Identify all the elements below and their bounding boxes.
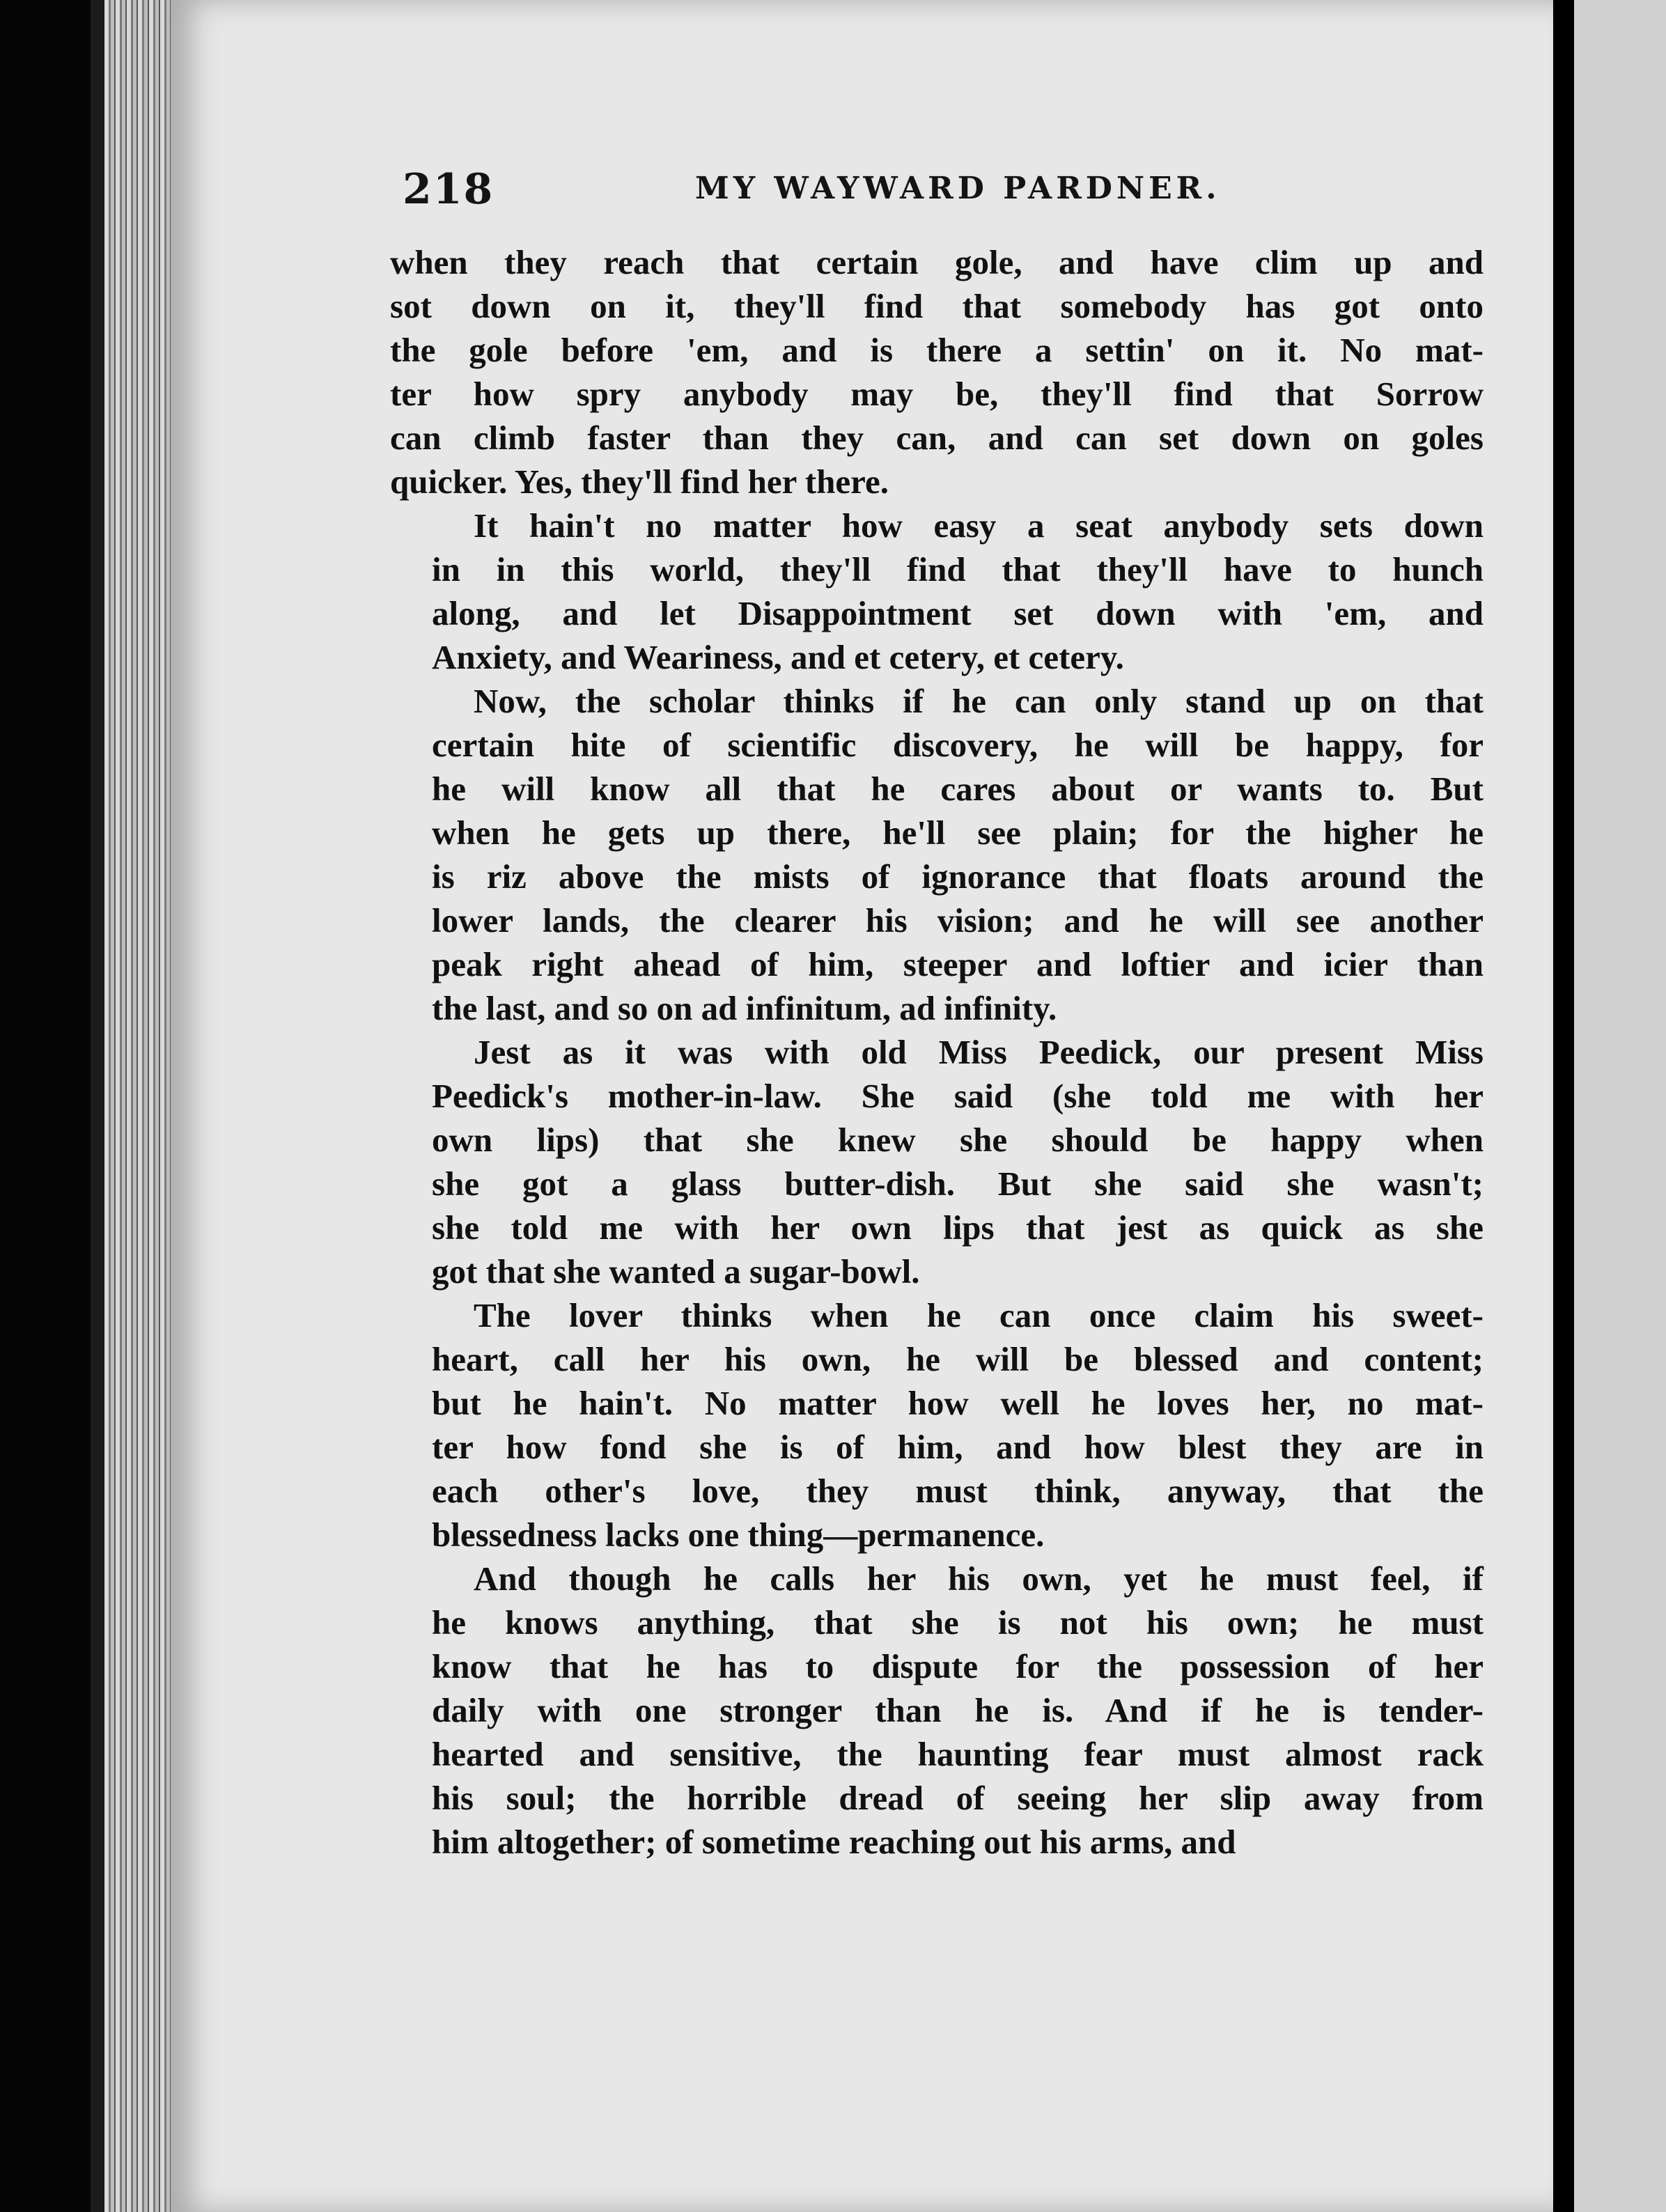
- paragraph: [390, 1293, 1484, 1557]
- text-line: And though he calls her his own, yet he must feel, if: [474, 1559, 1484, 1598]
- text-line: in in this world, they'll find that they'll have to hunch: [432, 550, 1484, 589]
- paragraph: [390, 504, 1484, 679]
- text-line: but he hain't. No matter how well he loves her, no mat-: [432, 1384, 1484, 1422]
- text-line: hearted and sensitive, the haunting fear must almost rack: [432, 1735, 1484, 1773]
- text-line: Now, the scholar thinks if he can only stand up on that: [474, 682, 1484, 720]
- text-line: Anxiety, and Weariness, and et cetery, et cetery.: [432, 638, 1124, 676]
- page-header: [403, 165, 1475, 221]
- text-line: she got a glass butter-dish. But she said she wasn't;: [432, 1165, 1484, 1203]
- text-line: along, and let Disappointment set down with 'em, and: [432, 594, 1484, 632]
- running-head: MY WAYWARD PARDNER.: [695, 171, 1221, 206]
- text-line: Peedick's mother-in-law. She said (she told me with her: [432, 1077, 1484, 1115]
- paragraph: [390, 1030, 1484, 1293]
- book-gutter-shadow: [91, 0, 104, 2212]
- text-line: The lover thinks when he can once claim his sweet-: [474, 1296, 1484, 1334]
- text-line: Jest as it was with old Miss Peedick, our present Miss: [474, 1033, 1484, 1071]
- text-line: she told me with her own lips that jest as quick as she: [432, 1208, 1484, 1247]
- paragraph: [390, 679, 1484, 1030]
- text-line: can climb faster than they can, and can set down on goles: [390, 419, 1484, 457]
- text-line: ter how fond she is of him, and how blest they are in: [432, 1428, 1484, 1466]
- page-divider: [1553, 0, 1574, 2212]
- facing-page-edge: [1574, 0, 1666, 2212]
- text-line: peak right ahead of him, steeper and loftier and icier than: [432, 945, 1484, 983]
- page-number: 218: [403, 165, 495, 214]
- text-line: ter how spry anybody may be, they'll find that Sorrow: [390, 375, 1484, 413]
- text-line: got that she wanted a sugar-bowl.: [432, 1252, 920, 1291]
- text-line: certain hite of scientific discovery, he will be happy, for: [432, 726, 1484, 764]
- text-line: his soul; the horrible dread of seeing her slip away from: [432, 1779, 1484, 1817]
- paragraph: [390, 1557, 1484, 1864]
- text-line: the last, and so on ad infinitum, ad infinity.: [432, 989, 1057, 1027]
- text-line: sot down on it, they'll find that somebody has got onto: [390, 287, 1484, 325]
- text-line: blessedness lacks one thing—permanence.: [432, 1516, 1045, 1554]
- text-line: is riz above the mists of ignorance that floats around the: [432, 857, 1484, 896]
- text-line: when they reach that certain gole, and have clim up and: [390, 243, 1484, 281]
- text-line: when he gets up there, he'll see plain; for the higher he: [432, 813, 1484, 852]
- text-line: the gole before 'em, and is there a settin' on it. No mat-: [390, 331, 1484, 369]
- text-line: It hain't no matter how easy a seat anybody sets down: [474, 506, 1484, 545]
- page-edges: [104, 0, 171, 2212]
- text-line: him altogether; of sometime reaching out his arms, and: [432, 1823, 1236, 1861]
- text-line: each other's love, they must think, anyway, that the: [432, 1472, 1484, 1510]
- text-line: own lips) that she knew she should be happy when: [432, 1121, 1484, 1159]
- body-text: [390, 240, 1484, 1864]
- paragraph: [390, 240, 1484, 504]
- text-line: he will know all that he cares about or wants to. But: [432, 770, 1484, 808]
- text-line: know that he has to dispute for the possession of her: [432, 1647, 1484, 1685]
- text-line: daily with one stronger than he is. And if he is tender-: [432, 1691, 1484, 1729]
- text-line: quicker. Yes, they'll find her there.: [390, 462, 889, 501]
- text-line: lower lands, the clearer his vision; and he will see another: [432, 901, 1484, 940]
- text-line: he knows anything, that she is not his own; he must: [432, 1603, 1484, 1642]
- text-line: heart, call her his own, he will be blessed and content;: [432, 1340, 1484, 1378]
